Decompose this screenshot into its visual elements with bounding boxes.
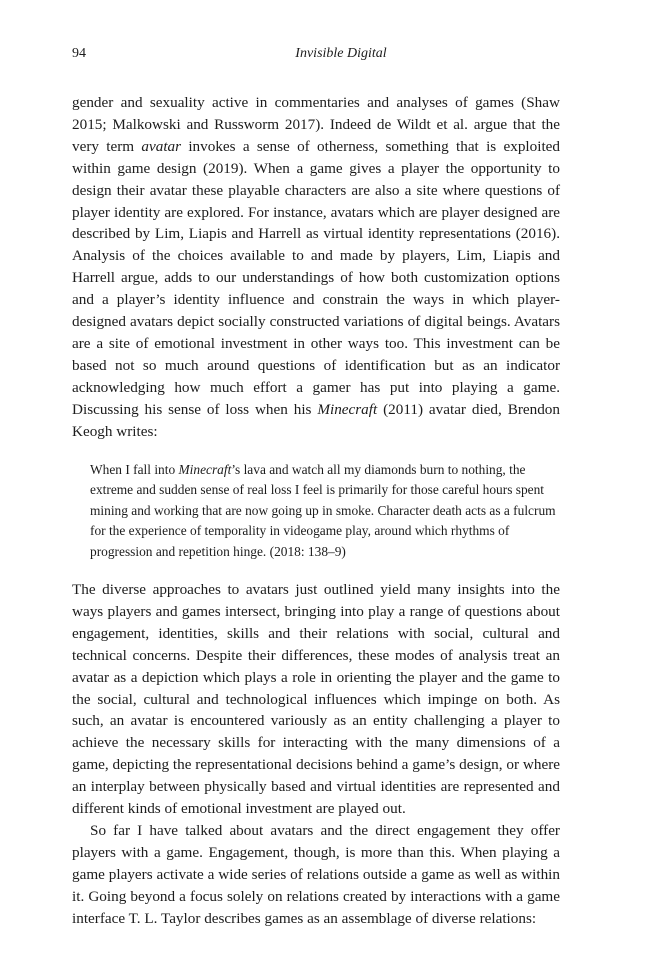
page-header [72, 46, 560, 66]
paragraph-1: gender and sexuality active in commentaries and analyses of games (Shaw 2015; Malkowski and Russworm 2017). Indeed de Wildt et al. argue that the very term avatar invokes a sense of otherness, something that is exploited within game design (2019). When a game gives a player the opportunity to design their avatar these playable characters are also a site where questions of player identity are explored. For instance, avatars which are player designed are described by Lim, Liapis and Harrell as virtual identity representations (2016). Analysis of the choices available to and made by players, Lim, Liapis and Harrell argue, adds to our understandings of how both customization options and a player’s identity influence and constrain the ways in which player-designed avatars depict socially constructed variations of digital beings. Avatars are a site of emotional investment in other ways too. This investment can be based not so much around questions of identification but as an indicator acknowledging how much effort a gamer has put into playing a game. Discussing his sense of loss when his Minecraft (2011) avatar died, Brendon Keogh writes: [72, 94, 560, 440]
body-text [72, 92, 560, 930]
paragraph-3: So far I have talked about avatars and the direct engagement they offer players with a game. Engagement, though, is more than this. When playing a game players activate a wide series of relations outside a game as well as within it. Going beyond a focus solely on relations created by interactions with a game interface T. L. Taylor describes games as an assemblage of diverse relations: [72, 821, 560, 927]
paragraph-2: The diverse approaches to avatars just outlined yield many insights into the ways players and games intersect, bringing into play a range of questions about engagement, identities, skills and their relations with social, cultural and technical concerns. Despite their differences, these modes of analysis treat an avatar as a depiction which plays a role in orienting the player and the game to the social, cultural and technological influences which impinge on both. As such, an avatar is encountered variously as an entity challenging a player to achieve the necessary skills for interacting with the many dimensions of a game, depicting the representational decisions behind a game’s design, or where an interplay between physically based and virtual identities are represented and different kinds of emotional investment are played out. [72, 581, 560, 818]
page-number: 94 [72, 46, 86, 61]
running-title: Invisible Digital [295, 46, 387, 61]
block-quote: When I fall into Minecraft’s lava and watch all my diamonds burn to nothing, the extreme and sudden sense of real loss I feel is primarily for those careful hours spent mining and working that are now going up in smoke. Character death acts as a fulcrum for the experience of temporality in videogame play, around which rhythms of progression and repetition hinge. (2018: 138–9) [90, 461, 556, 559]
